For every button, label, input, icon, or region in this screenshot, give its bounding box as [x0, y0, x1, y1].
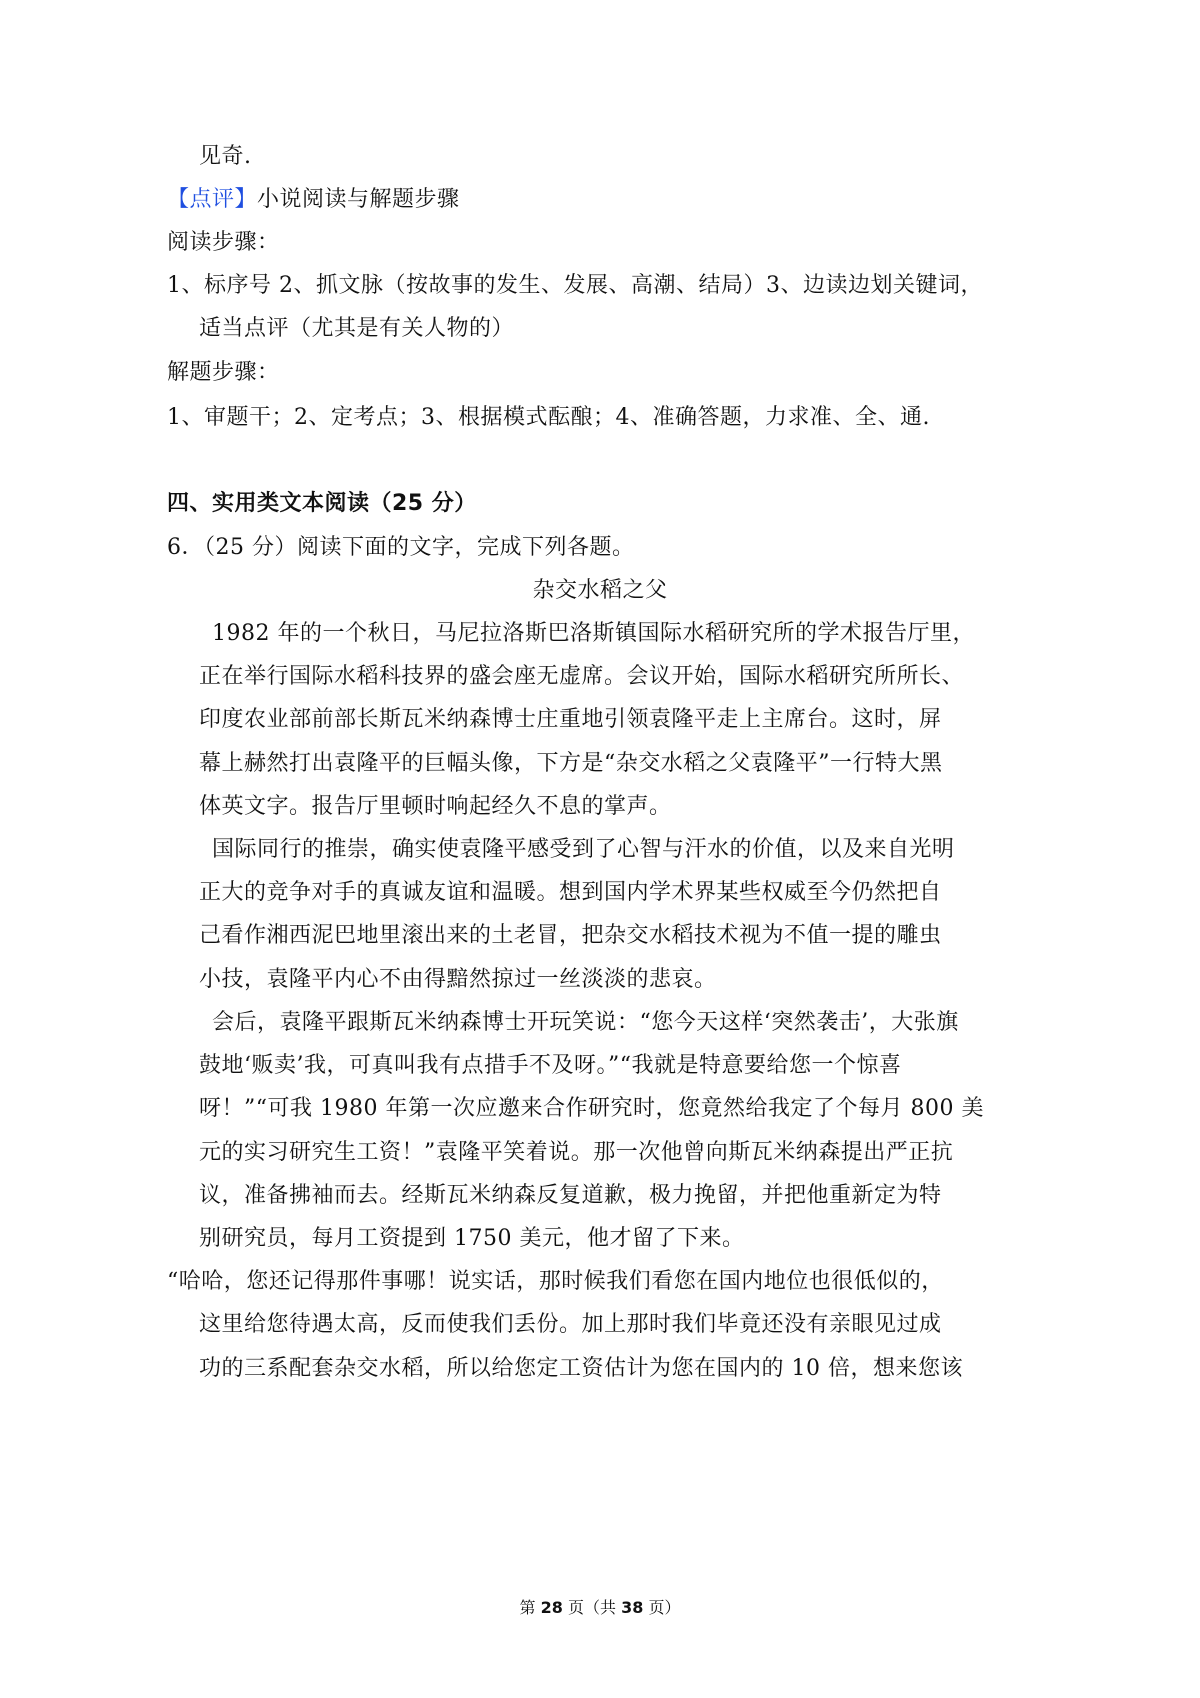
review-title: 小说阅读与解题步骤 — [257, 187, 460, 212]
article-line: 国际同行的推崇，确实使袁隆平感受到了心智与汗水的价值，以及来自光明 — [212, 837, 955, 862]
article-line: 呀！”“可我 1980 年第一次应邀来合作研究时，您竟然给我定了个每月 800 美 — [199, 1096, 984, 1121]
article-line: 正大的竞争对手的真诚友谊和温暖。想到国内学术界某些权威至今仍然把自 — [199, 880, 942, 905]
page-footer — [0, 1596, 1200, 1620]
footer-suffix: 页） — [643, 1598, 681, 1617]
article-line: 印度农业部前部长斯瓦米纳森博士庄重地引领袁隆平走上主席台。这时，屏 — [199, 707, 942, 732]
section-heading: 四、实用类文本阅读（25 分） — [167, 491, 477, 516]
footer-total-pages: 38 — [621, 1598, 644, 1617]
question-prompt: 6．（25 分）阅读下面的文字，完成下列各题。 — [167, 535, 635, 560]
solving-steps-text: 1、审题干；2、定考点；3、根据模式酝酿；4、准确答题，力求准、全、通. — [167, 405, 930, 430]
article-line: 别研究员，每月工资提到 1750 美元，他才留了下来。 — [199, 1226, 745, 1251]
reading-steps-label: 阅读步骤： — [167, 230, 280, 255]
article-line: “哈哈，您还记得那件事哪！说实话，那时候我们看您在国内地位也很低似的， — [167, 1269, 944, 1294]
reading-steps-text: 适当点评（尤其是有关人物的） — [199, 316, 515, 341]
article-line: 鼓地‘贩卖’我，可真叫我有点措手不及呀。”“我就是特意要给您一个惊喜 — [199, 1053, 902, 1078]
article-line: 小技，袁隆平内心不由得黯然掠过一丝淡淡的悲哀。 — [199, 967, 717, 992]
footer-page-number: 28 — [540, 1598, 563, 1617]
article-line: 会后，袁隆平跟斯瓦米纳森博士开玩笑说：“您今天这样‘突然袭击’，大张旗 — [212, 1010, 959, 1035]
article-line: 这里给您待遇太高，反而使我们丢份。加上那时我们毕竟还没有亲眼见过成 — [199, 1312, 942, 1337]
article-line: 议，准备拂袖而去。经斯瓦米纳森反复道歉，极力挽留，并把他重新定为特 — [199, 1183, 942, 1208]
article-title: 杂交水稻之父 — [532, 578, 668, 603]
article-line: 元的实习研究生工资！”袁隆平笑着说。那一次他曾向斯瓦米纳森提出严正抗 — [199, 1140, 954, 1165]
article-line: 幕上赫然打出袁隆平的巨幅头像，下方是“杂交水稻之父袁隆平”一行特大黑 — [199, 751, 943, 776]
solving-steps-label: 解题步骤： — [167, 360, 280, 385]
footer-prefix: 第 — [519, 1598, 541, 1617]
article-line: 正在举行国际水稻科技界的盛会座无虚席。会议开始，国际水稻研究所所长、 — [199, 664, 965, 689]
review-tag: 【点评】 — [167, 187, 258, 212]
reading-steps-text: 1、标序号 2、抓文脉（按故事的发生、发展、高潮、结局）3、边读边划关键词， — [167, 273, 983, 298]
text-line: 见奇. — [199, 144, 252, 169]
article-line: 体英文字。报告厅里顿时响起经久不息的掌声。 — [199, 794, 672, 819]
review-header — [167, 185, 460, 215]
article-line: 1982 年的一个秋日，马尼拉洛斯巴洛斯镇国际水稻研究所的学术报告厅里， — [212, 621, 975, 646]
footer-middle: 页（共 — [562, 1598, 622, 1617]
article-line: 己看作湘西泥巴地里滚出来的土老冒，把杂交水稻技术视为不值一提的雕虫 — [199, 923, 942, 948]
article-line: 功的三系配套杂交水稻，所以给您定工资估计为您在国内的 10 倍，想来您该 — [199, 1356, 963, 1381]
